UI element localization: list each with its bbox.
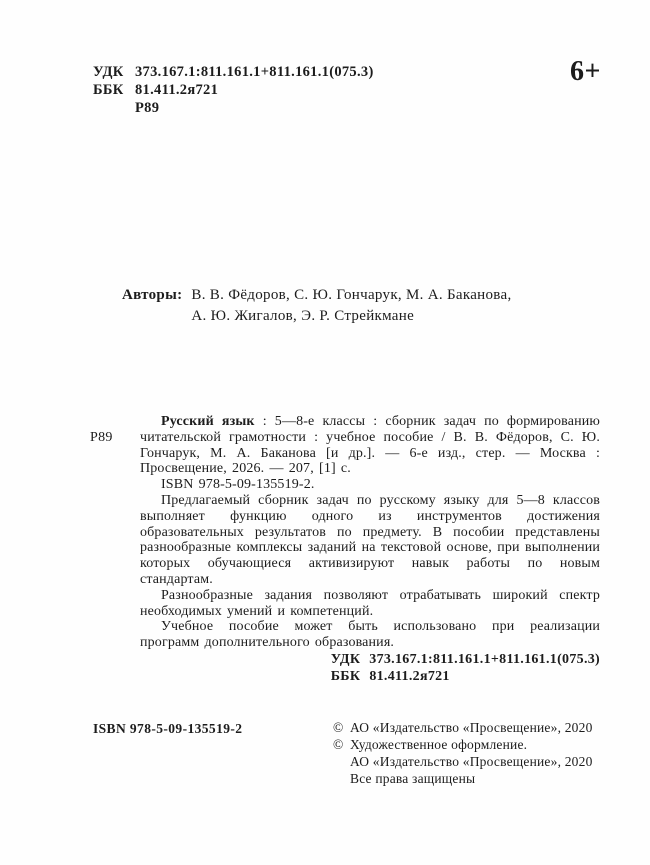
author-sign-spacer [93,99,135,117]
copyright-row [333,719,593,736]
copyright-symbol [333,753,350,770]
udk-bottom-row [331,651,600,669]
udk-label: УДК [93,64,124,80]
annotation-paragraph-2: Разнообразные задания позволяют отрабатывать широкий спектр необходимых умений и компетенций. [140,587,600,619]
bbk-bottom-row [331,668,600,686]
catalog-description: : 5—8-е классы : сборник задач по формированию читательской грамотности : учебное пособие / В. В. Фёдоров, С. Ю. Гончарук, М. А. Баканова [и др.]. — 6-е изд., стер. — Москва : Просвещение, 2026. — 207, [1] с. [140,414,601,477]
bbk-value: 81.411.2я721 [135,82,219,98]
catalog-entry [140,414,600,477]
classification-block [93,63,374,117]
author-sign-row [93,99,374,117]
copyright-text: АО «Издательство «Просвещение», 2020 [350,754,593,769]
bbk-label: ББК [93,82,124,98]
bbk-bottom-label: ББК [330,669,361,685]
copyright-text: АО «Издательство «Просвещение», 2020 [350,720,593,735]
copyright-row [333,770,593,787]
copyright-text: Художественное оформление. [350,737,528,752]
copyright-symbol: © [333,720,344,735]
authors-names [191,285,511,326]
bbk-bottom-value: 81.411.2я721 [369,669,450,685]
classifiers-bottom-block [331,651,600,686]
annotation-paragraph-3: Учебное пособие может быть использовано при реализации программ дополнительного образования. [140,619,600,651]
copyright-row [333,736,593,753]
authors-label: Авторы: [122,287,183,303]
copyright-block [333,719,593,787]
authors-line-1: В. В. Фёдоров, С. Ю. Гончарук, М. А. Баканова, [191,287,512,303]
udk-bottom-value: 373.167.1:811.161.1+811.161.1(075.3) [369,651,600,667]
copyright-text: Все права защищены [350,771,476,786]
isbn-note: ISBN 978-5-09-135519-2. [161,477,315,493]
annotation-paragraph-1: Предлагаемый сборник задач по русскому языку для 5—8 классов выполняет функцию одного из инструментов достижения образовательных результатов по предмету. В пособии представлены разнообразные комплексы заданий на текстовой основе, при выполнении которых обучающиеся активизируют навык работы по новым стандартам. [140,492,600,587]
main-text-column [140,414,600,686]
udk-row [93,63,374,81]
catalog-author-sign: Р89 [90,430,113,445]
authors-block [122,285,512,326]
copyright-symbol [333,770,350,787]
age-rating-badge: 6+ [570,56,601,87]
bbk-row [93,81,374,99]
footer-isbn: ISBN 978-5-09-135519-2 [93,721,243,736]
author-sign: Р89 [135,100,160,116]
authors-line-2: А. Ю. Жигалов, Э. Р. Стрейкмане [191,307,415,324]
book-title: Русский язык [161,414,255,429]
copyright-symbol: © [333,737,344,752]
udk-value: 373.167.1:811.161.1+811.161.1(075.3) [135,64,374,80]
copyright-row [333,753,593,770]
udk-bottom-label: УДК [330,651,361,667]
